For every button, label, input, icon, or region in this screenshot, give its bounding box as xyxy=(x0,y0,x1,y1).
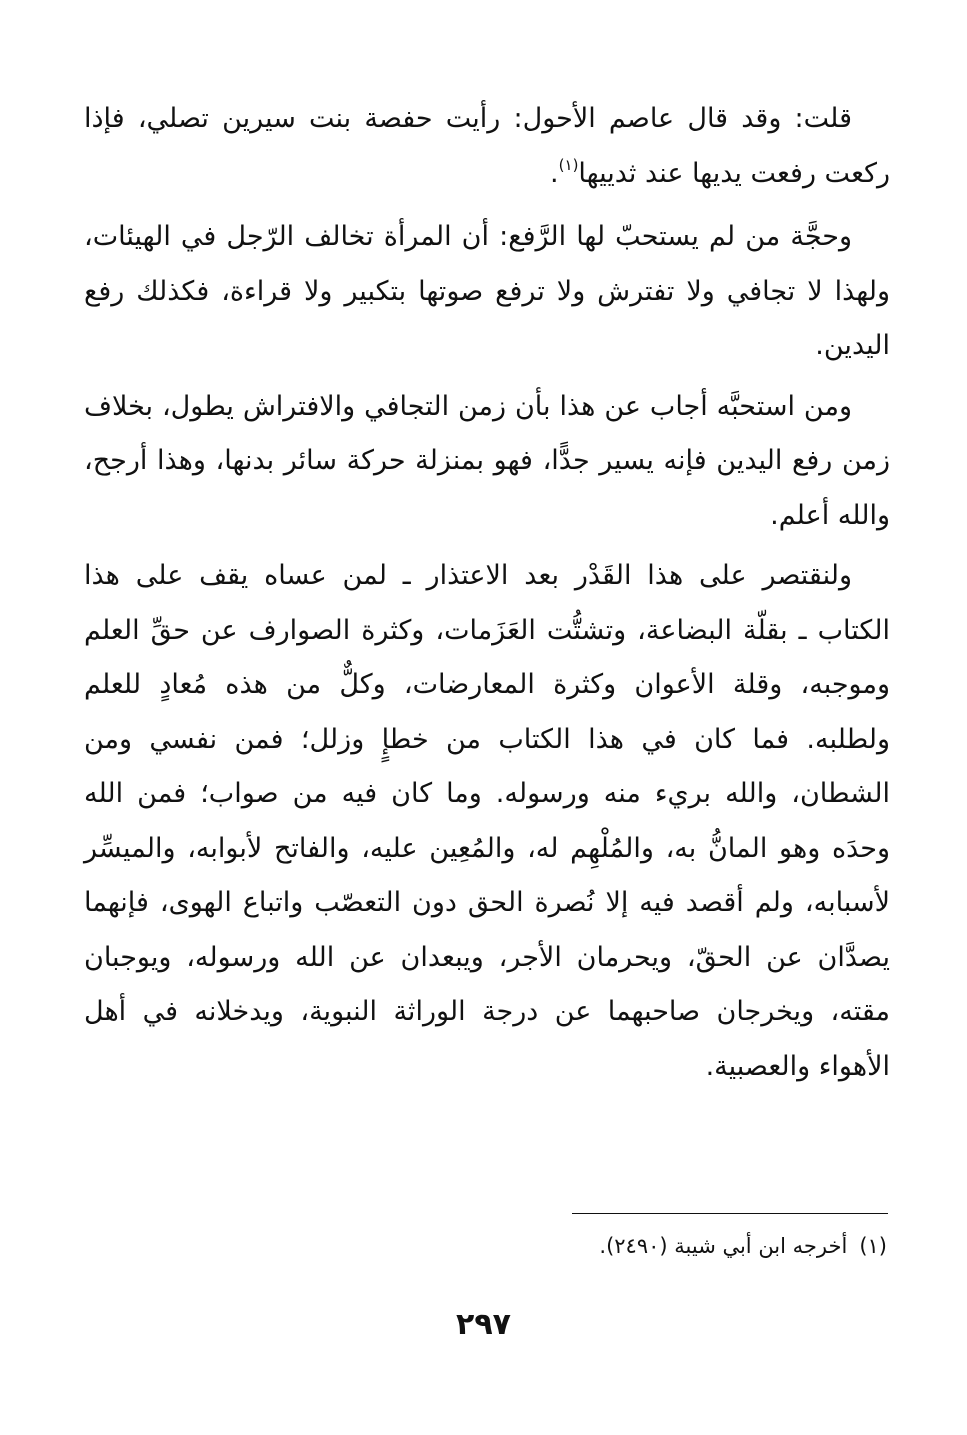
footnote-reference: (١) xyxy=(558,155,579,174)
footnote-number: (١) xyxy=(859,1234,887,1258)
paragraph-1-text: قلت: وقد قال عاصم الأحول: رأيت حفصة بنت سيرين تصلي، فإذا ركعت رفعت يديها عند ثدييها xyxy=(84,103,890,189)
paragraph-4: ولنقتصر على هذا القَدْر بعد الاعتذار ـ لمن عساه يقف على هذا الكتاب ـ بقلّة البضاعة، وتشتُّت العَزَمات، وكثرة الصوارف عن حقِّ العلم وموجبه، وقلة الأعوان وكثرة المعارضات، وكلٌّ من هذه مُعادٍ للعلم ولطلبه. فما كان في هذا الكتاب من خطإٍ وزلل؛ فمن نفسي ومن الشطان، والله بريء منه ورسوله. وما كان فيه من صواب؛ فمن الله وحدَه وهو المانُّ به، والمُلْهِم له، والمُعِين عليه، والفاتح لأبوابه، والميسِّر لأسبابه، ولم أقصد فيه إلا نُصرة الحق دون التعصّب واتباع الهوى، فإنهما يصدَّان عن الحقّ، ويحرمان الأجر، ويبعدان عن الله ورسوله، ويوجبان مقته، ويخرجان صاحبهما عن درجة الوراثة النبوية، ويدخلانه في أهل الأهواء والعصبية. xyxy=(84,560,890,1082)
main-text xyxy=(84,92,890,1100)
paragraph-1 xyxy=(84,92,890,204)
page-number: ٢٩٧ xyxy=(456,1307,511,1342)
footnote-text: أخرجه ابن أبي شيبة (٢٤٩٠). xyxy=(599,1234,848,1258)
paragraph-1-end: . xyxy=(550,157,559,189)
paragraph-2: وحجَّة من لم يستحبّ لها الرَّفع: أن المرأة تخالف الرّجل في الهيئات، ولهذا لا تجافي ولا تفترش ولا ترفع صوتها بتكبير ولا قراءة، فكذلك رفع اليدين. xyxy=(84,221,890,361)
footnote-divider xyxy=(572,1213,888,1214)
paragraph-3: ومن استحبَّه أجاب عن هذا بأن زمن التجافي والافتراش يطول، بخلاف زمن رفع اليدين فإنه يسير جدًّا، فهو بمنزلة حركة سائر بدنها، وهذا أرجح، والله أعلم. xyxy=(84,390,890,531)
footnote xyxy=(81,1228,887,1264)
